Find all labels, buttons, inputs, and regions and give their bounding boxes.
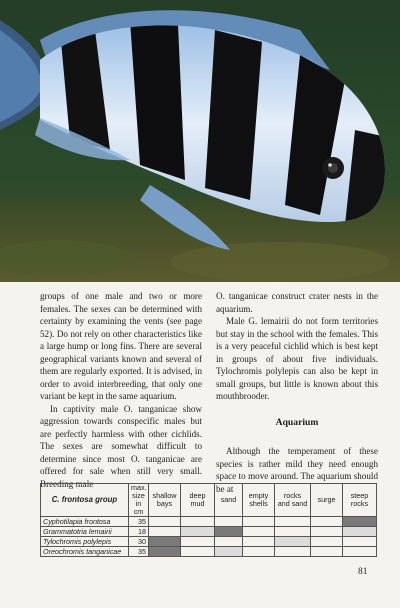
right-paragraph-3: Although the temperament of these species is rather mild they need enough space to move around. The aquarium should be at [216, 446, 378, 494]
species-size: 35 [129, 547, 149, 557]
habitat-cell [311, 527, 343, 537]
habitat-cell [275, 517, 311, 527]
header-size: max. size in cm [129, 484, 149, 517]
species-size: 18 [129, 527, 149, 537]
habitat-cell [215, 517, 243, 527]
page-number: 81 [358, 567, 368, 577]
header-sand: sand [215, 484, 243, 517]
header-steep-rocks: steep rocks [343, 484, 377, 517]
header-rocks-and-sand: rocks and sand [275, 484, 311, 517]
habitat-cell [149, 537, 181, 547]
habitat-cell [215, 537, 243, 547]
species-size: 35 [129, 517, 149, 527]
species-size: 30 [129, 537, 149, 547]
header-group: C. frontosa group [41, 484, 129, 517]
right-paragraph-1: O. tanganicae construct crater nests in the aquarium. [216, 291, 378, 314]
species-name: Grammatotria lemairii [41, 527, 129, 537]
header-surge: surge [311, 484, 343, 517]
habitat-cell [275, 527, 311, 537]
right-paragraph-2: Male G. lemairii do not form territories but stay in the school with the females. This is a very peaceful cichlid which is best kept in groups of about five individuals. Tylochromis polylepis can also be kept in small groups, but little is known about this mouthbrooder. [216, 316, 378, 401]
habitat-cell [243, 537, 275, 547]
left-column [40, 290, 202, 490]
habitat-table [40, 483, 377, 557]
right-column [216, 290, 378, 495]
habitat-cell [149, 547, 181, 557]
header-deep-mud: deep mud [181, 484, 215, 517]
fish-photo [0, 0, 400, 282]
habitat-cell [311, 547, 343, 557]
header-shallow-bays: shallow bays [149, 484, 181, 517]
habitat-cell [343, 537, 377, 547]
habitat-cell [275, 537, 311, 547]
habitat-cell [181, 527, 215, 537]
table-row [41, 517, 377, 527]
table-row [41, 537, 377, 547]
habitat-cell [311, 517, 343, 527]
table-header-row [41, 484, 377, 517]
habitat-table-wrapper [40, 483, 376, 557]
habitat-cell [149, 527, 181, 537]
habitat-cell [181, 547, 215, 557]
habitat-cell [343, 527, 377, 537]
habitat-cell [215, 547, 243, 557]
table-row [41, 547, 377, 557]
frontosa-fish-image [0, 0, 400, 282]
habitat-cell [311, 537, 343, 547]
species-name: Tylochromis polylepis [41, 537, 129, 547]
left-paragraph-2: In captivity male O. tanganicae show aggression towards conspecific males but are perfectly harmless with other cichlids. The sexes are somewhat difficult to determine since most O. tanganicae are offered for sale when still very small. Breeding male [40, 403, 202, 489]
table-row [41, 527, 377, 537]
section-heading: Aquarium [275, 416, 319, 428]
habitat-cell [343, 517, 377, 527]
habitat-cell [343, 547, 377, 557]
habitat-cell [215, 527, 243, 537]
left-paragraph-1: groups of one male and two or more females. The sexes can be determined with certainty by examining the vents (see page 52). Do not rely on other characteristics like a large hump or long fins. There are several geographical variants known and several of them are regularly exported. It is advised, in order to avoid interbreeding, that only one variant be kept in the same aquarium. [40, 291, 202, 401]
header-empty-shells: empty shells [243, 484, 275, 517]
habitat-cell [181, 537, 215, 547]
habitat-cell [243, 527, 275, 537]
species-name: Oreochromis tanganicae [41, 547, 129, 557]
habitat-cell [181, 517, 215, 527]
habitat-cell [275, 547, 311, 557]
habitat-cell [243, 547, 275, 557]
habitat-cell [149, 517, 181, 527]
habitat-cell [243, 517, 275, 527]
species-name: Cyphotilapia frontosa [41, 517, 129, 527]
